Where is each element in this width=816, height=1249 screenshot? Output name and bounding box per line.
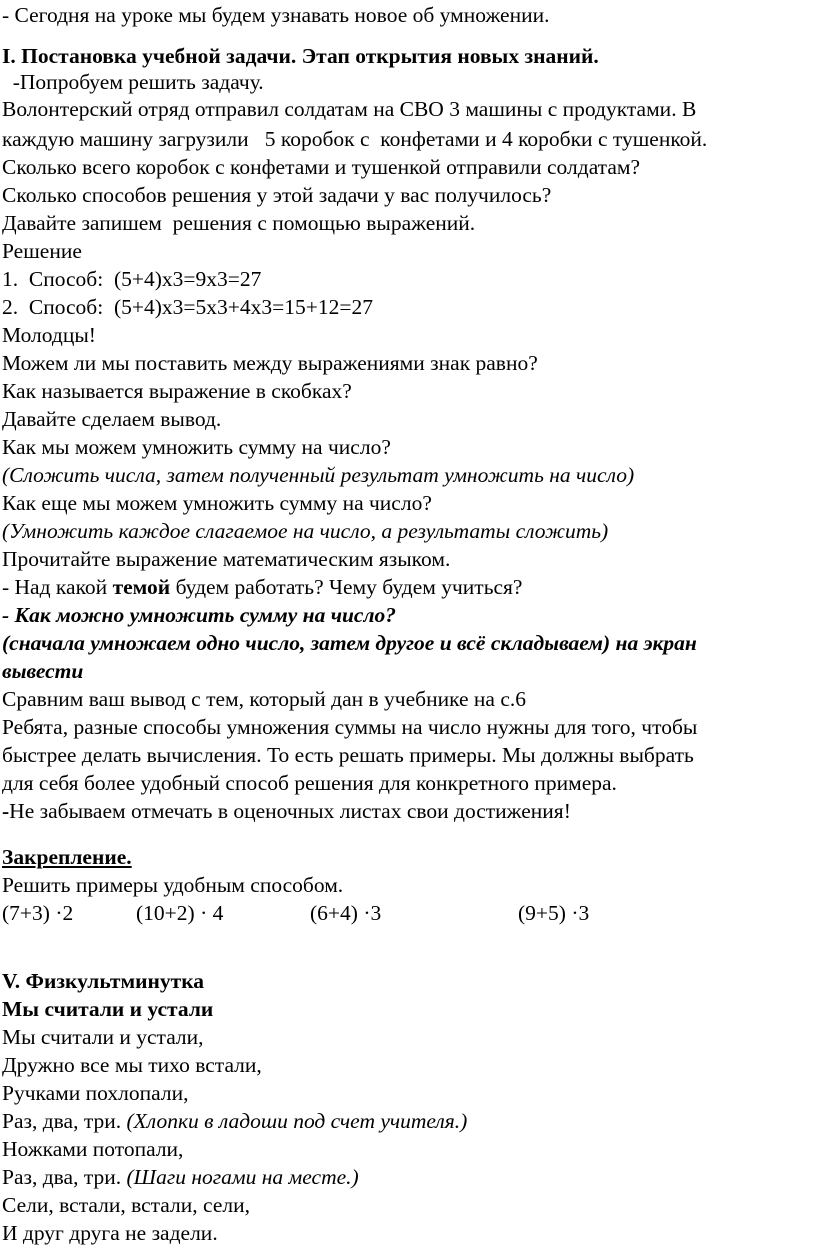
poem-text: Раз, два, три. [2, 1165, 127, 1189]
poem-line: Сели, встали, встали, сели, [2, 1193, 250, 1217]
lesson-topic-answer: вывести [2, 659, 84, 683]
text-line [2, 574, 522, 600]
poem-line: И друг друга не задели. [2, 1221, 218, 1245]
text-line: Можем ли мы поставить между выражениями знак равно? [2, 351, 538, 375]
text-line: 2. Способ: (5+4)х3=5х3+4х3=15+12=27 [2, 295, 374, 319]
text-span: - Над какой [2, 575, 113, 599]
text-line: Сколько способов решения у этой задачи у вас получилось? [2, 183, 552, 207]
text-span: Не забываем отмечать в оценочных листах свои достижения! [9, 799, 571, 823]
poem-line: Ножками потопали, [2, 1137, 184, 1161]
text-line [2, 798, 571, 824]
section-5-title: V. Физкультминутка [2, 969, 205, 993]
text-line: Как еще мы можем умножить сумму на число? [2, 491, 432, 515]
text-line: Молодцы! [2, 323, 96, 347]
text-line: Как называется выражение в скобках? [2, 379, 352, 403]
text-line: для себя более удобный способ решения для конкретного примера. [2, 771, 617, 795]
text-line: Прочитайте выражение математическим языком. [2, 547, 451, 571]
text-line: быстрее делать вычисления. То есть решать примеры. Мы должны выбрать [2, 743, 694, 767]
text-line: Сколько всего коробок с конфетами и тушенкой отправили солдатам? [2, 155, 641, 179]
poem-line: Дружно все мы тихо встали, [2, 1053, 262, 1077]
poem-title: Мы считали и устали [2, 997, 214, 1021]
poem-line [2, 1164, 359, 1190]
consolidation-title: Закрепление. [2, 845, 132, 869]
poem-line: Ручками похлопали, [2, 1081, 189, 1105]
text-line: 1. Способ: (5+4)х3=9х3=27 [2, 267, 262, 291]
text-line: Как мы можем умножить сумму на число? [2, 435, 391, 459]
text-line: Решение [2, 239, 82, 263]
text-line: Давайте запишем решения с помощью выражений. [2, 211, 476, 235]
consolidation-task: Решить примеры удобным способом. [2, 873, 344, 897]
text-line: -Попробуем решить задачу. [2, 70, 264, 94]
poem-text: Раз, два, три. [2, 1109, 127, 1133]
text-span: будем работать? Чему будем учиться? [170, 575, 523, 599]
bold-dash: - [2, 799, 10, 823]
italic-answer: (Умножить каждое слагаемое на число, а результаты сложить) [2, 519, 609, 543]
text-line: Давайте сделаем вывод. [2, 407, 222, 431]
stage-direction: (Шаги ногами на месте.) [126, 1165, 359, 1189]
italic-answer: (Сложить числа, затем полученный результат умножить на число) [2, 463, 635, 487]
bold-word: темой [112, 575, 171, 599]
example-4: (9+5) ·3 [518, 901, 590, 925]
text-line: каждую машину загрузили 5 коробок с конфетами и 4 коробки с тушенкой. [2, 127, 708, 151]
text-line: Ребята, разные способы умножения суммы на число нужны для того, чтобы [2, 715, 698, 739]
text-line: Волонтерский отряд отправил солдатам на СВО 3 машины с продуктами. В [2, 97, 697, 121]
text-line: Сравним ваш вывод с тем, который дан в учебнике на с.6 [2, 687, 526, 711]
poem-line: Мы считали и устали, [2, 1025, 204, 1049]
lesson-topic: - Как можно умножить сумму на число? [2, 603, 397, 627]
example-1: (7+3) ·2 [2, 901, 74, 925]
example-3: (6+4) ·3 [310, 901, 382, 925]
lesson-topic-answer: (сначала умножаем одно число, затем другое и всё складываем) на экран [2, 631, 697, 655]
example-2: (10+2) · 4 [136, 901, 224, 925]
stage-direction: (Хлопки в ладоши под счет учителя.) [126, 1109, 468, 1133]
poem-line [2, 1108, 467, 1134]
section-1-title: I. Постановка учебной задачи. Этап открытия новых знаний. [2, 44, 599, 68]
intro-line: - Сегодня на уроке мы будем узнавать новое об умножении. [2, 3, 550, 27]
